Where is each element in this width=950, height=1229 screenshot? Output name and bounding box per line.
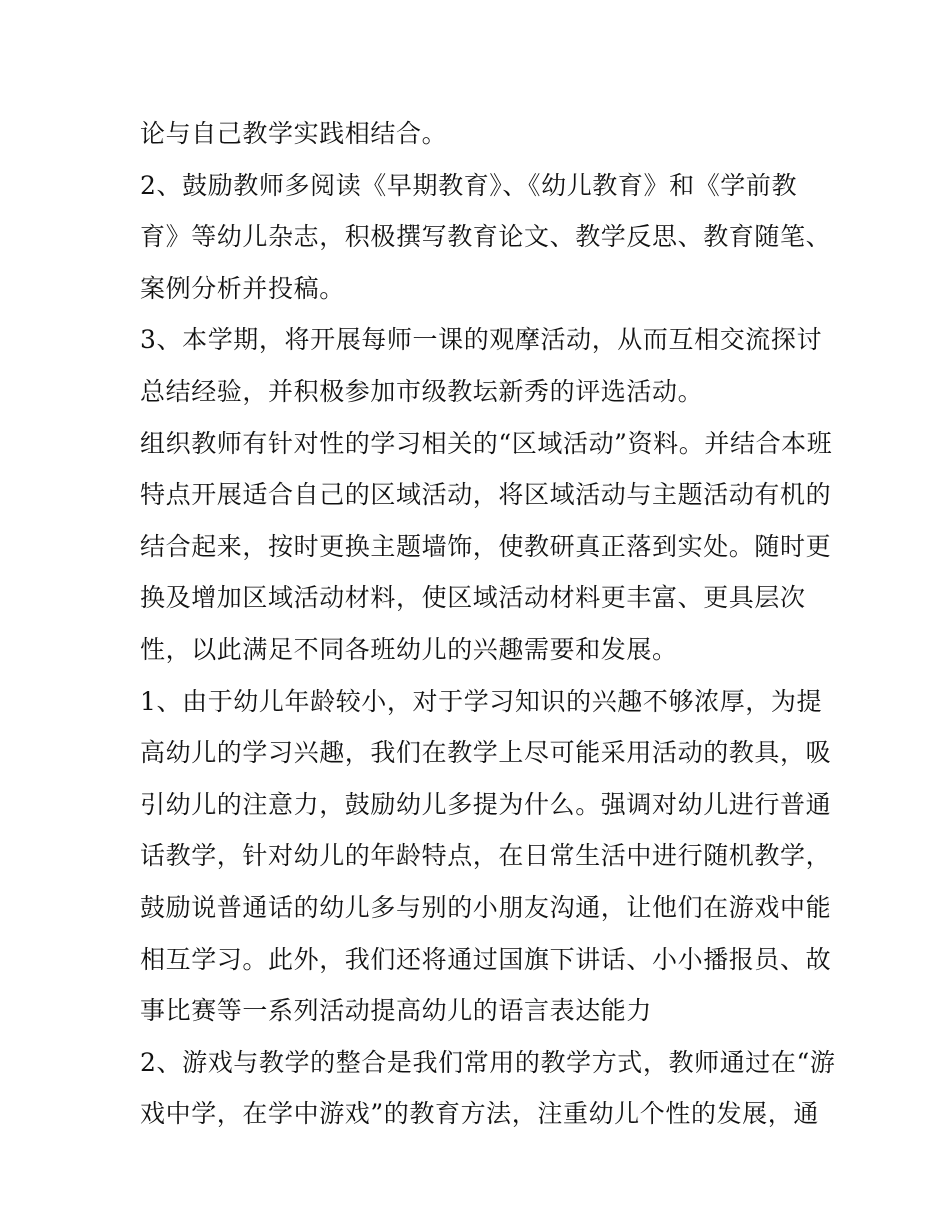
text-line: 特点开展适合自己的区域活动，将区域活动与主题活动有机的 xyxy=(140,480,832,510)
text-line: 事比赛等一系列活动提高幼儿的语言表达能力 xyxy=(140,996,653,1026)
text-line: 育》等幼儿杂志，积极撰写教育论文、教学反思、教育随笔、 xyxy=(140,222,832,252)
text-line: 引幼儿的注意力，鼓励幼儿多提为什么。强调对幼儿进行普通 xyxy=(140,789,832,819)
text-line: 2、游戏与教学的整合是我们常用的教学方式，教师通过在“游 xyxy=(140,1047,836,1077)
text-line: 2、鼓励教师多阅读《早期教育》、《幼儿教育》和《学前教 xyxy=(140,170,798,200)
text-line: 组织教师有针对性的学习相关的“区域活动”资料。并结合本班 xyxy=(140,428,833,458)
text-line: 鼓励说普通话的幼儿多与别的小朋友沟通，让他们在游戏中能 xyxy=(140,892,832,922)
text-line: 1、由于幼儿年龄较小，对于学习知识的兴趣不够浓厚，为提 xyxy=(140,686,823,716)
document-page xyxy=(140,108,836,1140)
text-line: 论与自己教学实践相结合。 xyxy=(140,119,448,148)
text-line: 总结经验，并积极参加市级教坛新秀的评选活动。 xyxy=(140,376,704,406)
text-line: 相互学习。此外，我们还将通过国旗下讲话、小小播报员、故 xyxy=(140,944,832,974)
text-line: 案例分析并投稿。 xyxy=(140,273,345,303)
text-line: 3、本学期，将开展每师一课的观摩活动，从而互相交流探讨 xyxy=(140,325,823,355)
text-line: 话教学，针对幼儿的年龄特点，在日常生活中进行随机教学， xyxy=(140,841,832,871)
text-line: 结合起来，按时更换主题墙饰，使教研真正落到实处。随时更 xyxy=(140,531,832,561)
text-line: 高幼儿的学习兴趣，我们在教学上尽可能采用活动的教具，吸 xyxy=(140,738,832,768)
text-line: 换及增加区域活动材料，使区域活动材料更丰富、更具层次 xyxy=(140,583,806,613)
text-line: 戏中学，在学中游戏”的教育方法，注重幼儿个性的发展，通 xyxy=(140,1099,819,1129)
text-line: 性，以此满足不同各班幼儿的兴趣需要和发展。 xyxy=(140,634,678,664)
